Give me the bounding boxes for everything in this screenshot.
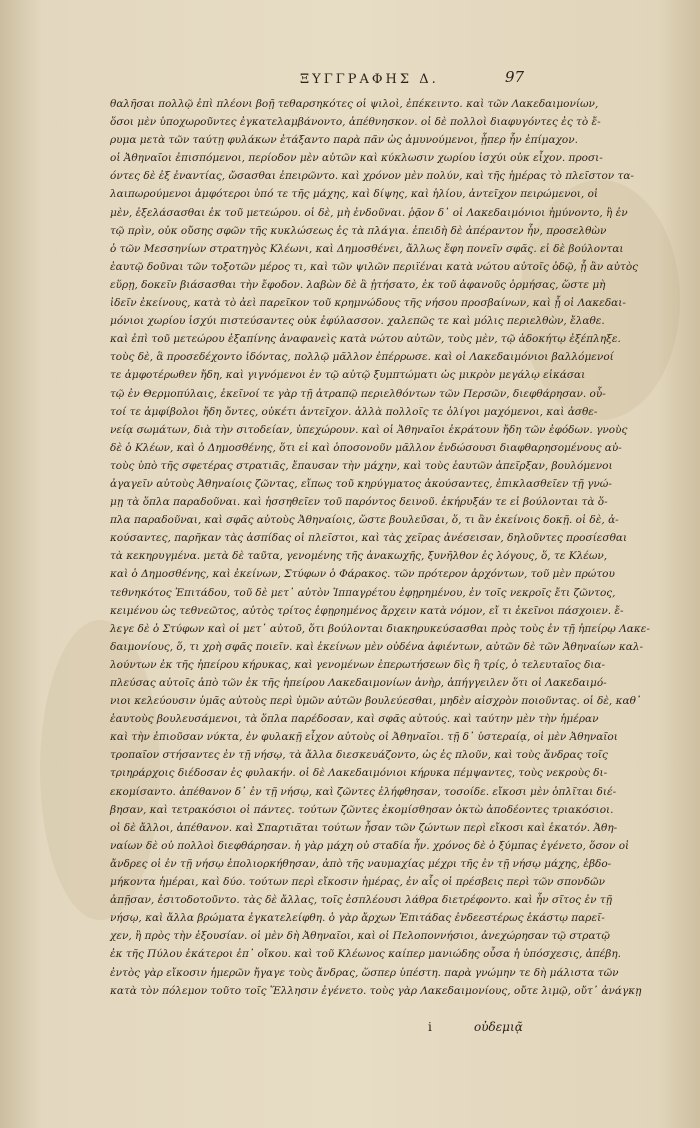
text-line: οἱ Ἀθηναῖοι ἐπισπόμενοι, περίοδον μὲν αὐτῶν καὶ κύκλωσιν χωρίου ἰσχύι οὐκ εἶχον. προσι- (110, 152, 603, 165)
text-line: νιοι κελεύουσιν ὑμᾶς αὐτοὺς περὶ ὑμῶν αὐτῶν βουλεύεσθαι, μηδὲν αἰσχρὸν ποιοῦντας. οἱ δὲ, καθ᾽ (110, 695, 642, 708)
text-line: ἄνδρες οἱ ἐν τῇ νήσῳ ἐπολιορκήθησαν, ἀπὸ τῆς ναυμαχίας μέχρι τῆς ἐν τῇ νήσῳ μάχης, ἑβδο- (110, 857, 612, 870)
text-line: δὲ ὁ Κλέων, καὶ ὁ Δημοσθένης, ὅτι εἰ καὶ ὁποσονοῦν μᾶλλον ἐνδώσουσι διαφθαρησομένους αὐ- (110, 441, 622, 454)
text-line: τροπαῖον στήσαντες ἐν τῇ νήσῳ, τὰ ἄλλα διεσκευάζοντο, ὡς ἐς πλοῦν, καὶ τοὺς ἄνδρας τοῖς (110, 749, 608, 762)
text-line: ἀπῇσαν, ἐσιτοδοτοῦντο. τὰς δὲ ἄλλας, τοῖς ἐσπλέουσι λάθρα διετρέφοντο. καὶ ἦν σῖτος ἐν τῇ (110, 894, 612, 907)
text-line: λεγε δὲ ὁ Στύφων καὶ οἱ μετ᾽ αὐτοῦ, ὅτι βούλονται διακηρυκεύσασθαι πρὸς τοὺς ἐν τῇ ἠπείρῳ Λακε- (110, 622, 650, 635)
text-line: όντες δὲ ἐξ ἐναντίας, ὤσασθαι ἐπειρῶντο. καὶ χρόνον μὲν πολύν, καὶ τῆς ἡμέρας τὸ πλεῖστον τα- (110, 170, 634, 183)
text-line: τοὺς δὲ, ἃ προσεδέχοντο ἰδόντας, πολλῷ μᾶλλον ἐπέρρωσε. καὶ οἱ Λακεδαιμόνιοι βαλλόμενοί (110, 351, 614, 364)
signature-mark: i (428, 1020, 432, 1034)
text-line: κούσαντες, παρῆκαν τὰς ἀσπίδας οἱ πλεῖστοι, καὶ τὰς χεῖρας ἀνέσεισαν, δηλοῦντες προσίεσθαι (110, 532, 628, 545)
text-line: μὲν, ἐξελάσασθαι ἐκ τοῦ μετεώρου. οἱ δὲ, μὴ ἐνδοῦναι. ῥᾷον δ᾽ οἱ Λακεδαιμόνιοι ἠμύνοντο, ἢ ἐν (110, 206, 628, 219)
text-line: νήσῳ, καὶ ἄλλα βρώματα ἐγκατελείφθη. ὁ γὰρ ἄρχων Ἐπιτάδας ἐνδεεστέρως ἑκάστῳ παρεῖ- (110, 912, 605, 925)
text-line: τὰ κεκηρυγμένα. μετὰ δὲ ταῦτα, γενομένης τῆς ἀνακωχῆς, ξυνῆλθον ἐς λόγους, ὅ, τε Κλέων, (110, 550, 608, 563)
text-line: κειμένου ὡς τεθνεῶτος, αὐτὸς τρίτος ἐφῃρημένος ἄρχειν κατὰ νόμον, εἴ τι ἐκεῖνοι πάσχοιεν. ἔ- (110, 604, 624, 617)
text-line: χεν, ἢ πρὸς τὴν ἐξουσίαν. οἱ μὲν δὴ Ἀθηναῖοι, καὶ οἱ Πελοποννήσιοι, ἀνεχώρησαν τῷ στρατῷ (110, 930, 610, 943)
text-line: τριηράρχοις διέδοσαν ἐς φυλακήν. οἱ δὲ Λακεδαιμόνιοι κήρυκα πέμψαντες, τοὺς νεκροὺς δι- (110, 767, 608, 780)
text-line: οἱ δὲ ἄλλοι, ἀπέθανον. καὶ Σπαρτιᾶται τούτων ἦσαν τῶν ζώντων περὶ εἴκοσι καὶ ἑκατόν. Ἀθη- (110, 821, 618, 834)
text-line: μόνιοι χωρίου ἰσχύι πιστεύσαντες οὐκ ἐφύλασσον. χαλεπῶς τε καὶ μόλις περιελθὼν, ἔλαθε. (110, 315, 605, 328)
text-line: καὶ ὁ Δημοσθένης, καὶ ἐκείνων, Στύφων ὁ Φάρακος. τῶν πρότερον ἀρχόντων, τοῦ μὲν πρώτου (110, 568, 615, 581)
text-line: καὶ ἐπὶ τοῦ μετεώρου ἐξαπίνης ἀναφανεὶς κατὰ νώτου αὐτῶν, τοὺς μὲν, τῷ ἀδοκήτῳ ἐξέπληξε. (110, 333, 621, 346)
text-line: τῷ πρὶν, οὐκ οὔσης σφῶν τῆς κυκλώσεως ἐς τὰ πλάγια. ἐπειδὴ δὲ ἀπέραντον ἦν, προσελθὼν (110, 224, 607, 237)
body-text (110, 95, 650, 1000)
page-number: 97 (505, 68, 525, 86)
text-line: τῷ ἐν Θερμοπύλαις, ἐκεῖνοί τε γὰρ τῇ ἀτραπῷ περιελθόντων τῶν Περσῶν, διεφθάρησαν. οὗ- (110, 387, 606, 400)
text-line: λαιπωρούμενοι ἀμφότεροι ὑπό τε τῆς μάχης, καὶ δίψης, καὶ ἡλίου, ἀντεῖχον πειρώμενοι, οἱ (110, 188, 599, 201)
text-line: ναίων δὲ οὐ πολλοὶ διεφθάρησαν. ἡ γὰρ μάχη οὐ σταδία ἦν. χρόνος δὲ ὁ ξύμπας ἐγένετο, ὅσον οἱ (110, 839, 630, 852)
text-line: ἑαυτῷ δοῦναι τῶν τοξοτῶν μέρος τι, καὶ τῶν ψιλῶν περιϊέναι κατὰ νώτου αὐτοῖς ὁδῷ, ᾗ ἂν αὐτὸς (110, 260, 639, 273)
catchword: οὐδεμιᾷ (474, 1020, 523, 1034)
text-line: ἰδεῖν ἐκείνους, κατὰ τὸ ἀεὶ παρεῖκον τοῦ κρημνώδους τῆς νήσου προσβαίνων, καὶ ᾗ οἱ Λακεδαι- (110, 297, 626, 310)
text-line: θαλῆσαι πολλῷ ἐπὶ πλέονι βοῇ τεθαρσηκότες οἱ ψιλοὶ, ἐπέκειντο. καὶ τῶν Λακεδαιμονίων, (110, 98, 599, 110)
text-line: τοί τε ἀμφίβολοι ἤδη ὄντες, οὐκέτι ἀντεῖχον. ἀλλὰ πολλοῖς τε ὀλίγοι μαχόμενοι, καὶ ἀσθε- (110, 405, 598, 418)
text-line: βησαν, καὶ τετρακόσιοι οἱ πάντες. τούτων ζῶντες ἐκομίσθησαν ὀκτὼ ἀποδέοντες τριακόσιοι. (110, 803, 614, 816)
text-line: μῃ τὰ ὅπλα παραδοῦναι. καὶ ἡσσηθεῖεν τοῦ παρόντος δεινοῦ. ἐκήρυξάν τε εἰ βούλονται τὰ ὅ- (110, 496, 608, 509)
text-line: δαιμονίους, ὅ, τι χρὴ σφᾶς ποιεῖν. καὶ ἐκείνων μὲν οὐδένα ἀφιέντων, αὐτῶν δὲ τῶν Ἀθηναίων καλ- (110, 640, 644, 653)
text-line: ὅσοι μὲν ὑποχωροῦντες ἐγκατελαμβάνοντο, ἀπέθνησκον. οἱ δὲ πολλοὶ διαφυγόντες ἐς τὸ ἔ- (110, 116, 601, 129)
text-line: καὶ τὴν ἐπιοῦσαν νύκτα, ἐν φυλακῇ εἶχον αὐτοὺς οἱ Ἀθηναῖοι. τῇ δ᾽ ὑστεραίᾳ, οἱ μὲν Ἀθηναῖοι (110, 731, 618, 744)
text-line: τεθνηκότος Ἐπιτάδου, τοῦ δὲ μετ᾽ αὐτὸν Ἱππαγρέτου ἐφῃρημένου, ἐν τοῖς νεκροῖς ἔτι ζῶντος, (110, 586, 616, 599)
text-line: ἐντὸς γὰρ εἴκοσιν ἡμερῶν ἤγαγε τοὺς ἄνδρας, ὥσπερ ὑπέστη. παρὰ γνώμην τε δὴ μάλιστα τῶν (110, 966, 619, 979)
text-line: ρυμα μετὰ τῶν ταύτῃ φυλάκων ἐτάξαντο παρὰ πᾶν ὡς ἀμυνούμενοι, ᾗπερ ἦν ἐπίμαχον. (110, 134, 578, 147)
running-title: ΞΥΓΓΡΑΦΗΣ Δ. (300, 72, 439, 87)
text-line: εὕρῃ, δοκεῖν βιάσασθαι τὴν ἔφοδον. λαβὼν δὲ ἃ ᾐτήσατο, ἐκ τοῦ ἀφανοῦς ὁρμήσας, ὥστε μὴ (110, 278, 606, 291)
page-footer (0, 1018, 700, 1040)
text-line: τε ἀμφοτέρωθεν ἤδη, καὶ γιγνόμενοι ἐν τῷ αὐτῷ ξυμπτώματι ὡς μικρὸν μεγάλῳ εἰκάσαι (110, 369, 586, 382)
text-line: ἑαυτοὺς βουλευσάμενοι, τὰ ὅπλα παρέδοσαν, καὶ σφᾶς αὐτούς. καὶ ταύτην μὲν τὴν ἡμέραν (110, 713, 599, 726)
text-line: τοὺς ὑπὸ τῆς σφετέρας στρατιᾶς, ἔπαυσαν τὴν μάχην, καὶ τοὺς ἑαυτῶν ἀπεῖρξαν, βουλόμενοι (110, 459, 613, 472)
text-line: λούντων ἐκ τῆς ἠπείρου κήρυκας, καὶ γενομένων ἐπερωτήσεων δὶς ἢ τρίς, ὁ τελευταῖος δια- (110, 658, 606, 671)
text-line: ὁ τῶν Μεσσηνίων στρατηγὸς Κλέωνι, καὶ Δημοσθένει, ἄλλως ἔφη πονεῖν σφᾶς. εἰ δὲ βούλονται (110, 242, 624, 255)
text-line: ἀγαγεῖν αὐτοὺς Ἀθηναίοις ζῶντας, εἴπως τοῦ κηρύγματος ἀκούσαντες, ἐπικλασθεῖεν τῇ γνώ- (110, 477, 612, 490)
text-line: εκομίσαντο. ἀπέθανον δ᾽ ἐν τῇ νήσῳ, καὶ ζῶντες ἐλήφθησαν, τοσοίδε. εἴκοσι μὲν ὁπλῖται διέ- (110, 785, 617, 798)
text-line: κατὰ τὸν πόλεμον τοῦτο τοῖς Ἕλλησιν ἐγένετο. τοὺς γὰρ Λακεδαιμονίους, οὔτε λιμῷ, οὔτ᾽ ἀνάγκῃ (110, 984, 642, 997)
text-line: νείᾳ σωμάτων, διὰ τὴν σιτοδείαν, ὑπεχώρουν. καὶ οἱ Ἀθηναῖοι ἐκράτουν ἤδη τῶν ἐφόδων. γνοὺς (110, 423, 628, 436)
text-line: μήκοντα ἡμέραι, καὶ δύο. τούτων περὶ εἴκοσιν ἡμέρας, ἐν αἷς οἱ πρέσβεις περὶ τῶν σπονδῶν (110, 876, 605, 889)
text-line: ἐκ τῆς Πύλου ἑκάτεροι ἐπ᾽ οἴκου. καὶ τοῦ Κλέωνος καίπερ μανιώδης οὖσα ἡ ὑπόσχεσις, ἀπέβη. (110, 948, 621, 961)
page-header (0, 68, 700, 92)
text-line: πλεύσας αὐτοῖς ἀπὸ τῶν ἐκ τῆς ἠπείρου Λακεδαιμονίων ἀνὴρ, ἀπήγγειλεν ὅτι οἱ Λακεδαιμό- (110, 677, 607, 689)
text-line: πλα παραδοῦναι, καὶ σφᾶς αὐτοὺς Ἀθηναίοις, ὥστε βουλεῦσαι, ὅ, τι ἂν ἐκείνοις δοκῇ. οἱ δὲ, ἀ- (110, 514, 619, 527)
